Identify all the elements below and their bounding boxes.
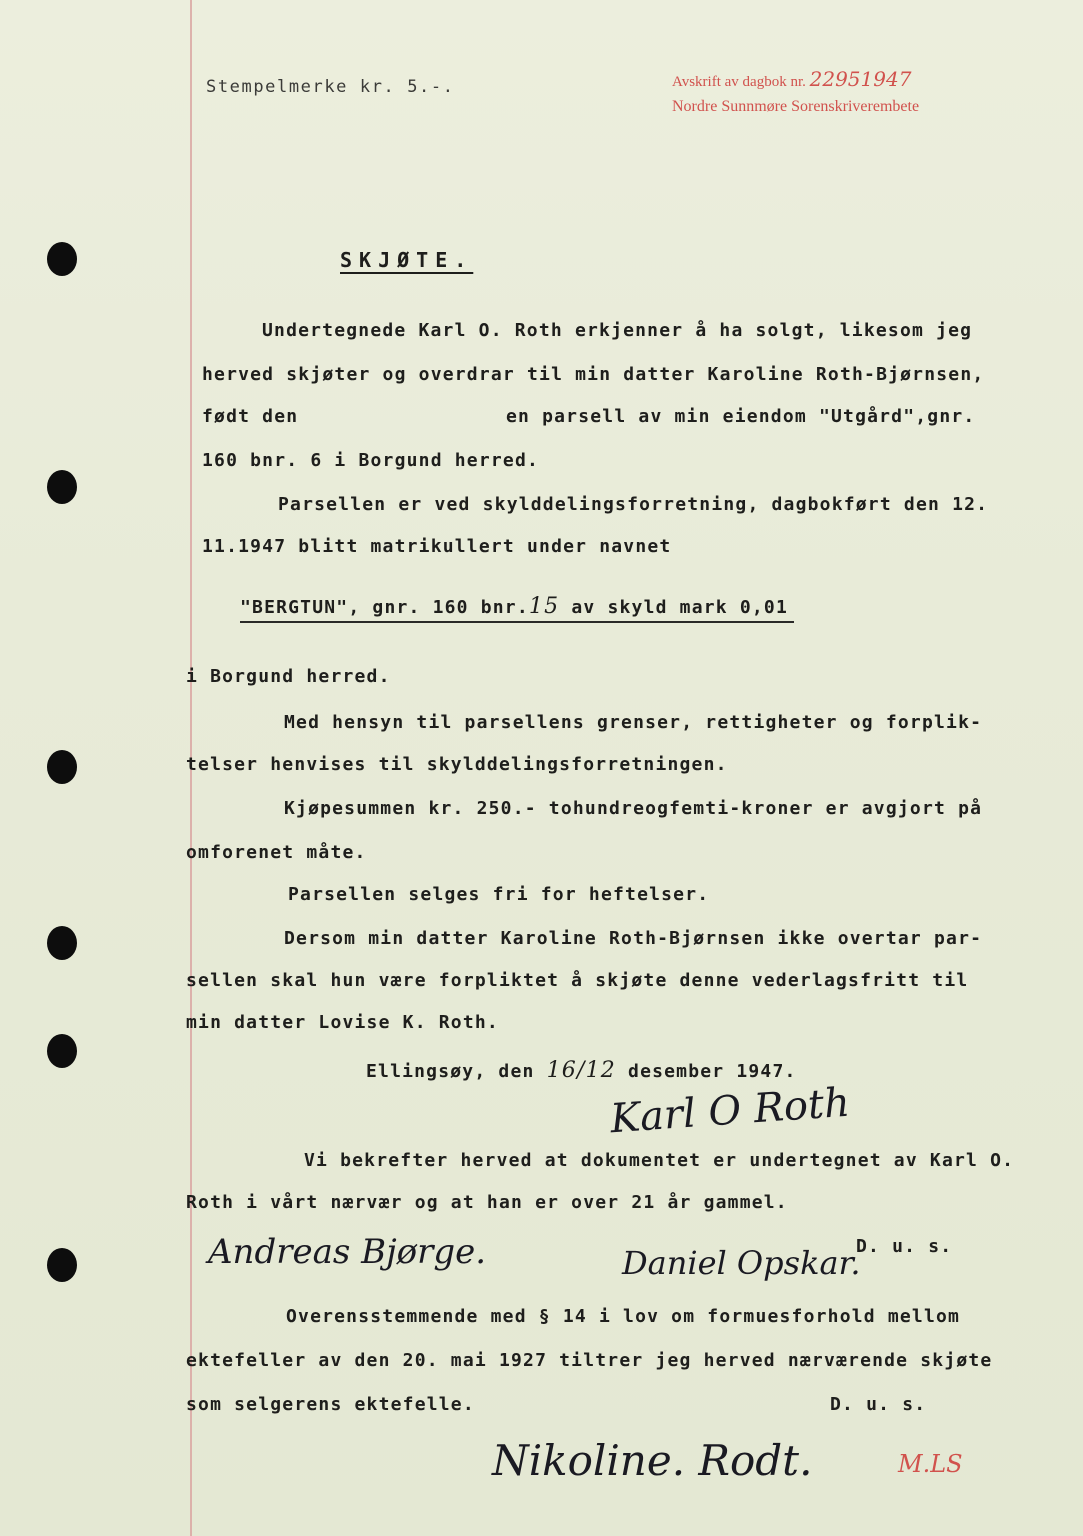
signature-witness-1: Andreas Bjørge. — [208, 1232, 487, 1272]
place-suffix: desember 1947. — [628, 1061, 797, 1082]
spouse-line-2: ektefeller av den 20. mai 1927 tiltrer jeg herved nærværende skjøte — [186, 1350, 993, 1371]
signature-witness-2: Daniel Opskar. — [622, 1244, 861, 1282]
punch-hole — [47, 1248, 77, 1282]
registry-number: 2295 — [809, 67, 861, 91]
text-line-3b: en parsell av min eiendom "Utgård",gnr. — [506, 406, 976, 427]
body-line-2: Med hensyn til parsellens grenser, rettigheter og forplik- — [284, 712, 983, 733]
registry-office: Nordre Sunnmøre Sorenskriverembete — [672, 98, 920, 115]
registry-year: 1947 — [860, 67, 912, 91]
text-line-5: Parsellen er ved skylddelingsforretning, dagbokført den 12. — [278, 494, 989, 515]
punch-hole — [47, 926, 77, 960]
body-line-5: omforenet måte. — [186, 842, 367, 863]
stamp-fee-text: Stempelmerke kr. 5.-. — [206, 77, 455, 97]
body-line-7: Dersom min datter Karoline Roth-Bjørnsen ikke overtar par- — [284, 928, 983, 949]
registry-prefix: Avskrift av dagbok nr. — [672, 74, 806, 90]
body-line-8: sellen skal hun være forpliktet å skjøte denne vederlagsfritt til — [186, 970, 969, 991]
body-line-6: Parsellen selges fri for heftelser. — [288, 884, 710, 905]
punch-hole — [47, 1034, 77, 1068]
document-title: SKJØTE. — [340, 248, 474, 272]
property-line — [240, 596, 794, 623]
place-prefix: Ellingsøy, den — [366, 1061, 535, 1082]
punch-hole — [47, 242, 77, 276]
signature-spouse: Nikoline. Rodt. — [492, 1436, 813, 1485]
punch-hole — [47, 750, 77, 784]
spouse-line-1: Overensstemmende med § 14 i lov om formuesforhold mellom — [286, 1306, 961, 1327]
place-date-line — [366, 1060, 797, 1083]
place-date-hand: 16/12 — [546, 1058, 616, 1083]
registry-stamp — [672, 67, 912, 91]
signature-seller: Karl O Roth — [608, 1079, 852, 1143]
property-bnr: 15 — [528, 594, 560, 619]
signature-initials-red: M.LS — [898, 1450, 963, 1478]
dus-1: D. u. s. — [856, 1236, 953, 1257]
witness-line-1: Vi bekrefter herved at dokumentet er undertegnet av Karl O. — [304, 1150, 1015, 1171]
spouse-line-3: som selgerens ektefelle. — [186, 1394, 475, 1415]
property-prefix: "BERGTUN", gnr. 160 bnr. — [240, 597, 529, 618]
body-line-9: min datter Lovise K. Roth. — [186, 1012, 499, 1033]
dus-2: D. u. s. — [830, 1394, 927, 1415]
punch-hole — [47, 470, 77, 504]
text-line-1: Undertegnede Karl O. Roth erkjenner å ha solgt, likesom jeg — [262, 320, 973, 341]
body-line-4: Kjøpesummen kr. 250.- tohundreogfemti-kroner er avgjort på — [284, 798, 983, 819]
body-line-3: telser henvises til skylddelingsforretningen. — [186, 754, 728, 775]
text-line-4: 160 bnr. 6 i Borgund herred. — [202, 450, 540, 471]
body-line-1: i Borgund herred. — [186, 666, 391, 687]
text-line-6: 11.1947 blitt matrikullert under navnet — [202, 536, 672, 557]
text-line-3a: født den — [202, 406, 299, 427]
witness-line-2: Roth i vårt nærvær og at han er over 21 år gammel. — [186, 1192, 788, 1213]
property-suffix: av skyld mark 0,01 — [571, 597, 789, 618]
text-line-2: herved skjøter og overdrar til min datter Karoline Roth-Bjørnsen, — [202, 364, 985, 385]
